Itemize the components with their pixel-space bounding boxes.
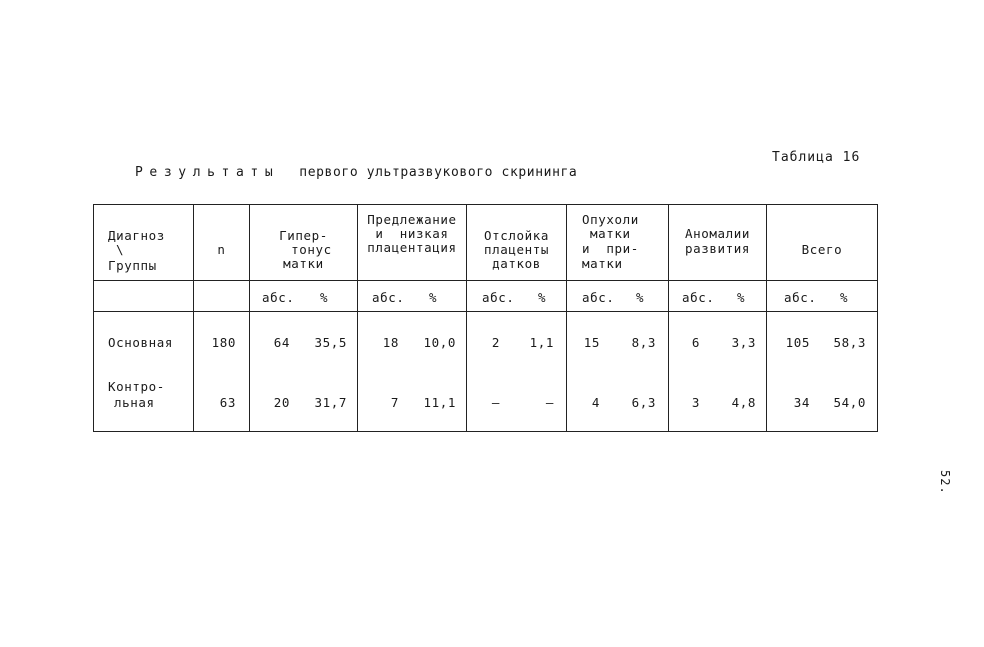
- column-divider: [766, 205, 767, 431]
- header-abruption-2: плаценты: [483, 242, 549, 257]
- table-title: [135, 165, 577, 180]
- header-abruption-3: датков: [492, 256, 541, 271]
- row-group-control-1: Контро-: [108, 379, 165, 394]
- subheader-pct: %: [538, 290, 547, 305]
- header-tumors-2: матки: [590, 226, 631, 241]
- subheader-abs: абс.: [372, 290, 405, 305]
- header-hypertonus-1: Гипер-: [279, 228, 328, 243]
- table-number: Таблица 16: [772, 150, 861, 165]
- header-previa-1: Предлежание: [367, 212, 457, 227]
- subheader-pct: %: [429, 290, 438, 305]
- header-n: n: [217, 242, 226, 257]
- subheader-pct: %: [320, 290, 329, 305]
- title-spaced: Результаты: [135, 165, 280, 180]
- header-previa-3: плацентация: [367, 240, 457, 255]
- subheader-abs: абс.: [682, 290, 715, 305]
- cell-value: 11,1: [423, 395, 456, 410]
- cell-value: 4,8: [731, 395, 756, 410]
- cell-value: 10,0: [423, 335, 456, 350]
- cell-value: 7: [390, 395, 399, 410]
- header-abruption-1: Отслойка: [483, 228, 549, 243]
- row-group-control-2: льная: [114, 395, 155, 410]
- cell-value: –: [491, 395, 500, 410]
- header-anomalies-2: развития: [684, 241, 750, 256]
- header-previa-2: и низкая: [375, 226, 449, 241]
- column-divider: [566, 205, 567, 431]
- cell-value: 8,3: [631, 335, 656, 350]
- header-tumors-4: матки: [582, 256, 623, 271]
- header-tumors-3: и при-: [582, 241, 639, 256]
- subheader-abs: абс.: [482, 290, 515, 305]
- cell-value: 34: [793, 395, 810, 410]
- cell-value: 35,5: [314, 335, 347, 350]
- row-group-main: Основная: [108, 335, 174, 350]
- cell-value: 6,3: [631, 395, 656, 410]
- header-hypertonus-3: матки: [283, 256, 324, 271]
- row-n: 63: [219, 395, 236, 410]
- row-n: 180: [211, 335, 236, 350]
- cell-value: 3,3: [731, 335, 756, 350]
- page-number: 52.: [938, 470, 952, 495]
- cell-value: 15: [583, 335, 600, 350]
- cell-value: 6: [691, 335, 700, 350]
- cell-value: 58,3: [833, 335, 866, 350]
- subheader-divider: [94, 311, 877, 312]
- cell-value: 31,7: [314, 395, 347, 410]
- subheader-abs: абс.: [784, 290, 817, 305]
- header-hypertonus-2: тонус: [291, 242, 332, 257]
- results-table: [93, 204, 878, 432]
- header-tumors-1: Опухоли: [582, 212, 639, 227]
- cell-value: 64: [273, 335, 290, 350]
- cell-value: –: [545, 395, 554, 410]
- cell-value: 2: [491, 335, 500, 350]
- subheader-abs: абс.: [262, 290, 295, 305]
- header-anomalies-1: Аномалии: [684, 226, 750, 241]
- subheader-abs: абс.: [582, 290, 615, 305]
- title-rest: первого ультразвукового скрининга: [299, 165, 578, 180]
- subheader-pct: %: [636, 290, 645, 305]
- header-divider: [94, 280, 877, 281]
- cell-value: 4: [591, 395, 600, 410]
- subheader-pct: %: [737, 290, 746, 305]
- header-slash: \: [116, 242, 125, 257]
- cell-value: 18: [382, 335, 399, 350]
- cell-value: 3: [691, 395, 700, 410]
- cell-value: 20: [273, 395, 290, 410]
- cell-value: 105: [785, 335, 810, 350]
- cell-value: 54,0: [833, 395, 866, 410]
- header-diagnosis: Диагноз: [108, 228, 165, 243]
- header-groups: Группы: [108, 258, 157, 273]
- header-total: Всего: [801, 242, 843, 257]
- cell-value: 1,1: [529, 335, 554, 350]
- subheader-pct: %: [840, 290, 849, 305]
